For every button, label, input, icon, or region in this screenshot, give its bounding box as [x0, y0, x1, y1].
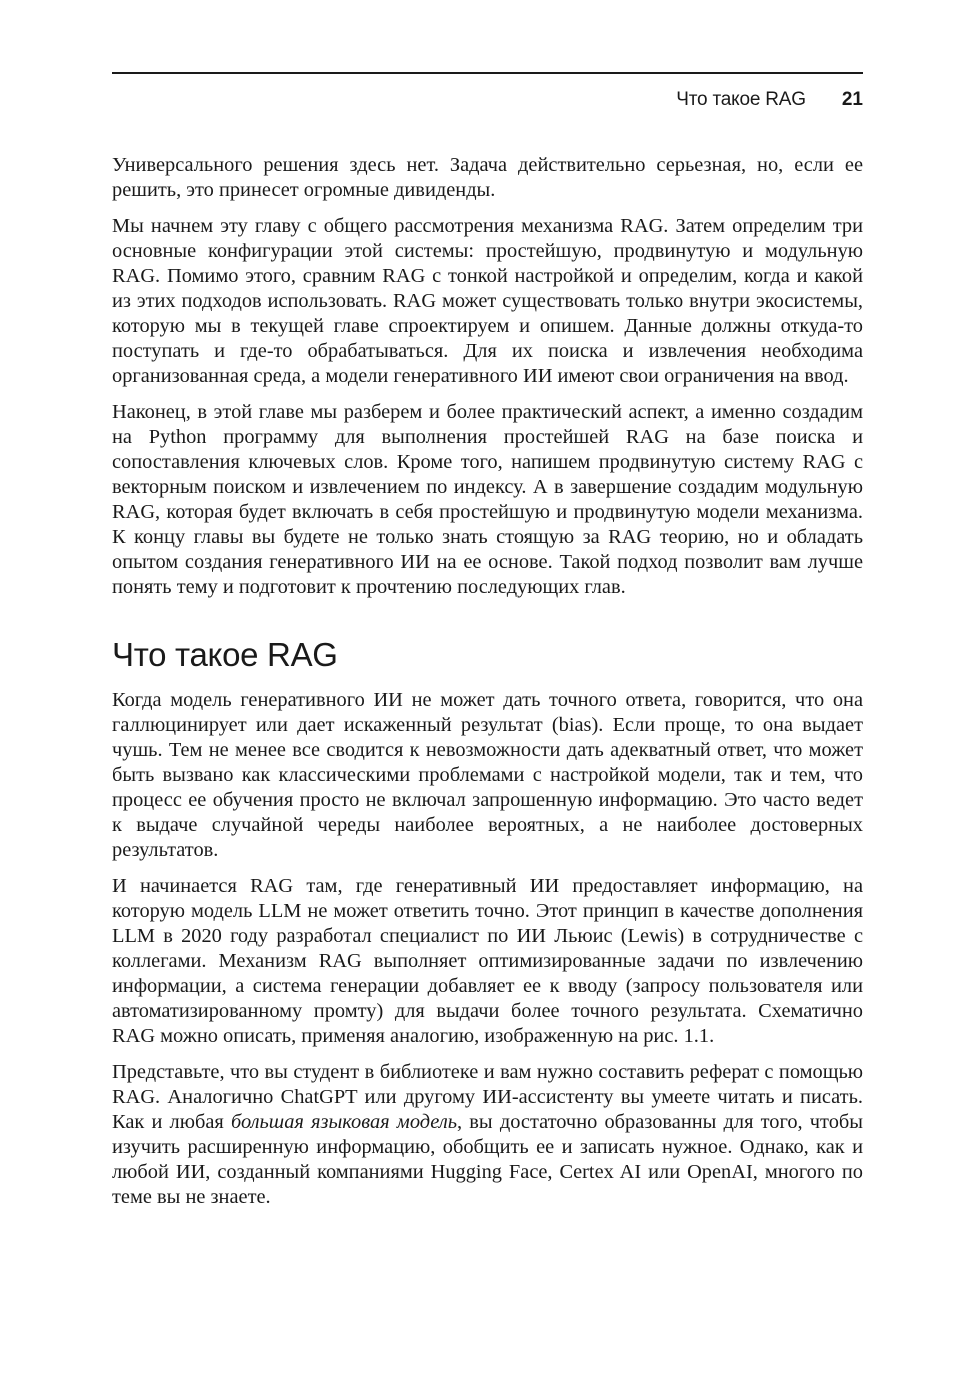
paragraph — [112, 1060, 863, 1210]
section-text — [112, 688, 863, 1210]
section-heading: Что такое RAG — [112, 636, 338, 673]
intro-text — [112, 153, 863, 600]
running-header — [112, 72, 863, 120]
paragraph-text: Представьте, что вы студент в библиотеке и вам нужно составить реферат с помощью RAG. Аналогично ChatGPT или другому ИИ-ассистенту вы умеете читать и писать. Как и любая — [112, 1061, 863, 1133]
paragraph: Наконец, в этой главе мы разберем и более практический аспект, а именно создадим на Python программу для выполнения простейшей RAG на базе поиска и сопоставления ключевых слов. Кроме того, напишем продвинутую систему RAG с векторным поиском и извлечением по индексу. А в завершение создадим модульную RAG, которая будет включать в себя простейшую и продвинутую модели механизма. К концу главы вы будете не только знать стоящую за RAG теорию, но и обладать опытом создания генеративного ИИ на ее основе. Такой подход позволит вам лучше понять тему и подготовит к прочтению последующих глав. — [112, 401, 863, 598]
running-title: Что такое RAG — [676, 89, 806, 110]
paragraph: Когда модель генеративного ИИ не может дать точного ответа, говорится, что она галлюцинирует или дает искаженный результат (bias). Если проще, то она выдает чушь. Тем не менее все сводится к невозможности дать адекватный ответ, что может быть вызвано как классическими проблемами с настройкой модели, так и тем, что процесс ее обучения просто не включал запрошенную информацию. Это часто ведет к выдаче случайной череды наиболее вероятных, а не наиболее достоверных результатов. — [112, 689, 863, 861]
book-page — [112, 72, 863, 1221]
page-number: 21 — [841, 89, 863, 110]
paragraph-text: , вы достаточно образованны для того, чтобы изучить расширенную информацию, обобщить ее и записать нужное. Однако, как и любой ИИ, созданный компаниями Hugging Face, Certex AI или OpenAI, многого по теме вы не знаете. — [112, 1111, 863, 1208]
paragraph: И начинается RAG там, где генеративный ИИ предоставляет информацию, на которую модель LLM не может ответить точно. Этот принцип в качестве дополнения LLM в 2020 году разработал специалист по ИИ Льюис (Lewis) в сотрудничестве с коллегами. Механизм RAG выполняет оптимизированные задачи по извлечению информации, а система генерации добавляет ее к вводу (запросу пользователя или автоматизированному промту) для выдачи более точного результата. Схематично RAG можно описать, применяя аналогию, изображенную на рис. 1.1. — [112, 875, 863, 1047]
paragraph: Мы начнем эту главу с общего рассмотрения механизма RAG. Затем определим три основные конфигурации этой системы: простейшую, продвинутую и модульную RAG. Помимо этого, сравним RAG с тонкой настройкой и определим, когда и какой из этих подходов использовать. RAG может существовать только внутри экосистемы, которую мы в текущей главе спроектируем и опишем. Данные должны откуда-то поступать и где-то обрабатываться. Для их поиска и извлечения необходима организованная среда, а модели генеративного ИИ имеют свои ограничения на ввод. — [112, 215, 863, 387]
paragraph: Универсального решения здесь нет. Задача действительно серьезная, но, если ее решить, это принесет огромные дивиденды. — [112, 154, 863, 201]
emphasized-term: большая языковая модель — [230, 1111, 458, 1133]
